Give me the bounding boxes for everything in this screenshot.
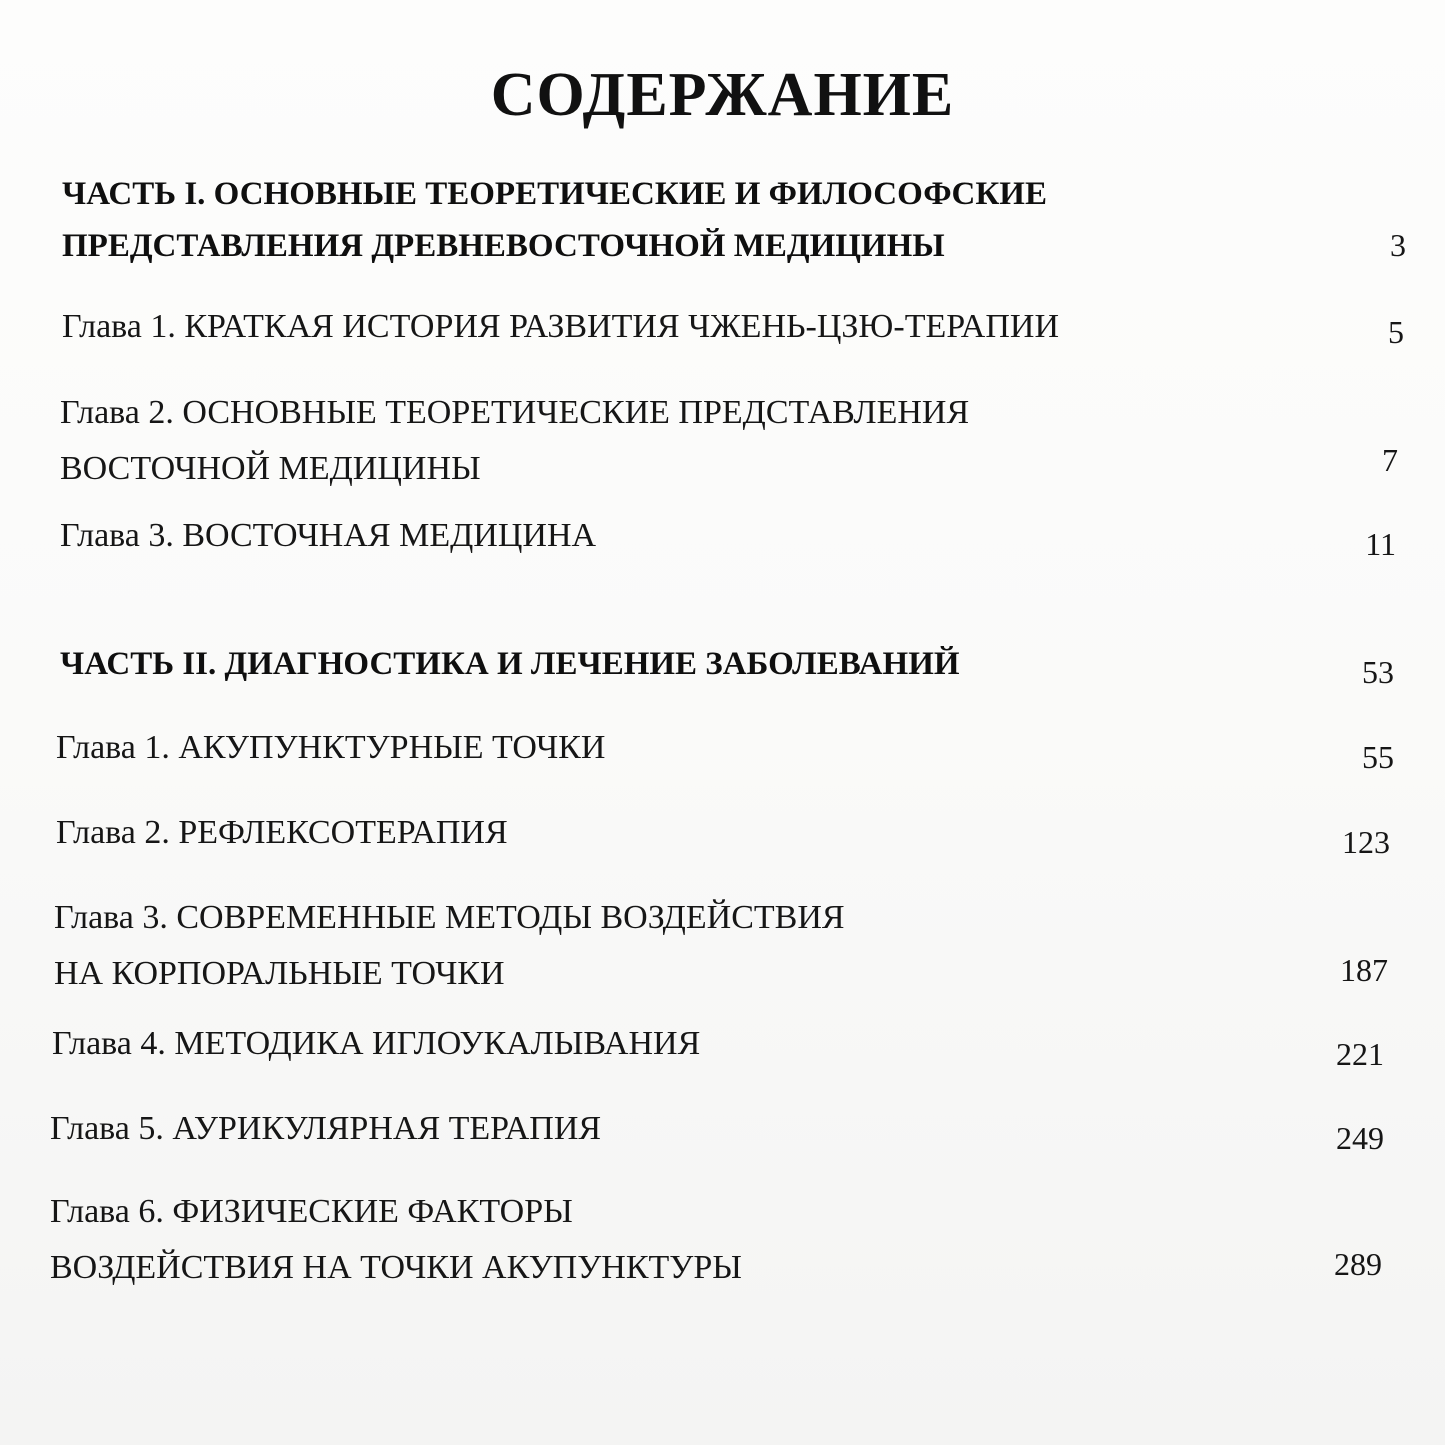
toc-page-number: 5 xyxy=(1388,314,1404,350)
toc-page-number: 55 xyxy=(1362,739,1394,775)
toc-entry-line: ПРЕДСТАВЛЕНИЯ ДРЕВНЕВОСТОЧНОЙ МЕДИЦИНЫ xyxy=(62,228,945,264)
toc-entry-title xyxy=(56,720,605,776)
toc-page-number: 221 xyxy=(1336,1036,1384,1072)
toc-entry-line: Глава 1. КРАТКАЯ ИСТОРИЯ РАЗВИТИЯ ЧЖЕНЬ-ЦЗЮ-ТЕРАПИИ xyxy=(62,308,1060,345)
toc-entry-title xyxy=(62,299,1059,355)
toc-entry-title xyxy=(50,1101,601,1157)
toc-page-number: 53 xyxy=(1362,654,1394,690)
toc-page-number: 249 xyxy=(1336,1120,1384,1156)
toc-entry-title xyxy=(62,168,1047,272)
page-title: СОДЕРЖАНИЕ xyxy=(490,61,955,129)
toc-entry-line: Глава 2. РЕФЛЕКСОТЕРАПИЯ xyxy=(56,814,508,851)
toc-entry-title xyxy=(54,890,845,1002)
toc-entry-line: Глава 3. СОВРЕМЕННЫЕ МЕТОДЫ ВОЗДЕЙСТВИЯ xyxy=(54,899,845,936)
toc-entry-line: НА КОРПОРАЛЬНЫЕ ТОЧКИ xyxy=(54,955,505,992)
toc-entry-line: Глава 3. ВОСТОЧНАЯ МЕДИЦИНА xyxy=(60,517,597,554)
toc-page-number: 7 xyxy=(1382,442,1398,478)
toc-entry-line: Глава 5. АУРИКУЛЯРНАЯ ТЕРАПИЯ xyxy=(50,1110,602,1147)
toc-page-number: 3 xyxy=(1390,227,1406,263)
toc-page-number: 187 xyxy=(1340,952,1388,988)
toc-entry-title xyxy=(60,638,960,690)
toc-entry-line: ВОСТОЧНОЙ МЕДИЦИНЫ xyxy=(60,450,481,487)
toc-entry-title xyxy=(52,1016,700,1072)
toc-entry-title xyxy=(60,508,596,564)
toc-entry-title xyxy=(50,1184,742,1296)
toc-page-number: 289 xyxy=(1334,1246,1382,1282)
toc-entry-line: Глава 6. ФИЗИЧЕСКИЕ ФАКТОРЫ xyxy=(50,1193,573,1230)
toc-entry-line: Глава 2. ОСНОВНЫЕ ТЕОРЕТИЧЕСКИЕ ПРЕДСТАВЛЕНИЯ xyxy=(60,394,970,431)
toc-page-number: 11 xyxy=(1365,526,1396,562)
toc-entry-line: Глава 4. МЕТОДИКА ИГЛОУКАЛЫВАНИЯ xyxy=(52,1025,701,1062)
toc-entry-line: ВОЗДЕЙСТВИЯ НА ТОЧКИ АКУПУНКТУРЫ xyxy=(50,1249,742,1286)
toc-entry-line: ЧАСТЬ I. ОСНОВНЫЕ ТЕОРЕТИЧЕСКИЕ И ФИЛОСОФСКИЕ xyxy=(62,176,1047,212)
toc-page-number: 123 xyxy=(1342,824,1390,860)
toc-entry-line: Глава 1. АКУПУНКТУРНЫЕ ТОЧКИ xyxy=(56,729,606,766)
toc-entry-title xyxy=(60,385,969,497)
toc-entry-title xyxy=(56,805,508,861)
toc-entry-line: ЧАСТЬ II. ДИАГНОСТИКА И ЛЕЧЕНИЕ ЗАБОЛЕВАНИЙ xyxy=(60,646,960,682)
